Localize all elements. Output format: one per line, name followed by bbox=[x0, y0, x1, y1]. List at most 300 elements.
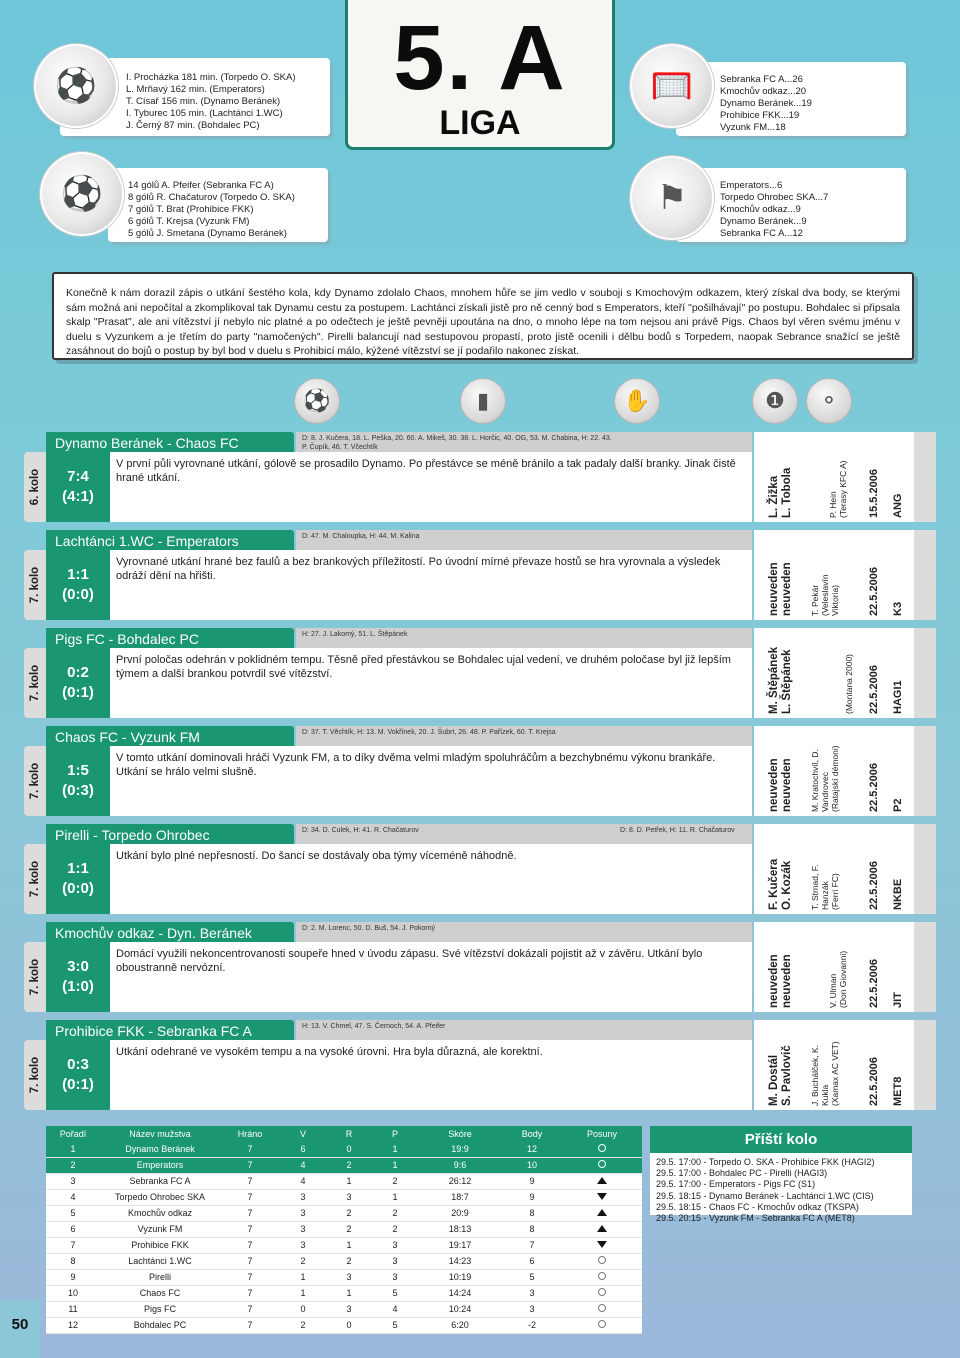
round-label: 7. kolo bbox=[29, 664, 41, 702]
table-cell: 4 bbox=[46, 1189, 100, 1205]
table-cell: 10 bbox=[46, 1285, 100, 1301]
match-details bbox=[754, 726, 914, 816]
table-cell: 7 bbox=[220, 1301, 280, 1317]
fouls-line: Dynamo Beránek...19 bbox=[720, 98, 812, 109]
venue-line: (Don Giovanni) bbox=[838, 950, 848, 1008]
table-row bbox=[46, 1221, 642, 1237]
next-round-list bbox=[650, 1153, 912, 1224]
final-score: 1:1 bbox=[67, 860, 89, 877]
match-report: V první půli vyrovnané utkání, gólově se prosadilo Dynamo. Po přestávce se méně bránilo a tak padaly další branky. Jinak čistě hrané utkání. bbox=[110, 452, 752, 522]
table-cell: Dynamo Beránek bbox=[100, 1141, 220, 1157]
stadium-text: P2 bbox=[892, 798, 904, 812]
date-text: 15.5.2006 bbox=[868, 469, 880, 518]
next-round-item: 29.5. 17:00 - Torpedo O. SKA - Prohibice FKK (HAGI2) bbox=[656, 1157, 875, 1167]
table-row bbox=[46, 1269, 642, 1285]
referee-name: L. Žižka bbox=[768, 475, 780, 518]
venue-line: M. Kratochvíl, D. bbox=[810, 749, 820, 812]
referee-name: neuveden bbox=[768, 954, 780, 1008]
next-round-item: 29.5. 18:15 - Dynamo Beránek - Lachtánci 1.WC (CIS) bbox=[656, 1190, 874, 1201]
next-round-item: 29.5. 17:00 - Bohdalec PC - Pirelli (HAGI3) bbox=[656, 1168, 828, 1179]
halftime-score: (1:0) bbox=[62, 978, 94, 995]
venue-line: P. Hein bbox=[828, 491, 838, 518]
table-cell: 7 bbox=[220, 1237, 280, 1253]
table-cell: 2 bbox=[326, 1253, 372, 1269]
table-header-row bbox=[46, 1126, 642, 1141]
match-block bbox=[24, 824, 936, 916]
venue-line: Viktoria) bbox=[830, 584, 840, 616]
scorer-line: 6 gólů T. Krejsa (Vyzunk FM) bbox=[128, 216, 250, 227]
side-strip bbox=[914, 530, 936, 620]
fouls-line: Sebranka FC A...26 bbox=[720, 74, 803, 85]
table-cell: 9:6 bbox=[418, 1157, 502, 1173]
arrow-down-icon bbox=[597, 1241, 607, 1248]
round-label-tab bbox=[24, 452, 46, 522]
scorers-card bbox=[108, 168, 328, 242]
match-title: Pirelli - Torpedo Ohrobec bbox=[46, 824, 294, 846]
table-cell: 7 bbox=[46, 1237, 100, 1253]
referee-name: F. Kučera bbox=[768, 858, 780, 910]
table-cell: 9 bbox=[502, 1189, 562, 1205]
goals-bar bbox=[296, 726, 752, 748]
referees bbox=[768, 562, 794, 616]
goal-scorers: D: 8. J. Kučera, 18. L. Peška, 20. 60. A. Mikeš, 30. 38. L. Horčic, 40. OG, 53. M. Chabina, H: 22. 43. P. Čupík, 46. T. Včechtík bbox=[302, 435, 612, 451]
minutes-line: I. Procházka 181 min. (Torpedo O. SKA) bbox=[126, 72, 296, 83]
movement-cell bbox=[562, 1317, 642, 1333]
stadium-code bbox=[892, 680, 904, 714]
match-date bbox=[868, 567, 880, 616]
round-label-tab bbox=[24, 1040, 46, 1110]
table-cell: 2 bbox=[326, 1157, 372, 1173]
table-cell: 7 bbox=[220, 1269, 280, 1285]
score-box bbox=[46, 648, 110, 718]
stadium-text: MET8 bbox=[892, 1076, 904, 1106]
goal-scorers: H: 27. J. Lakomý, 51. L. Štěpánek bbox=[302, 631, 408, 638]
table-cell: 12 bbox=[46, 1317, 100, 1333]
table-cell: 1 bbox=[372, 1189, 418, 1205]
standings-table bbox=[46, 1126, 642, 1334]
match-details bbox=[754, 530, 914, 620]
table-cell: 4 bbox=[280, 1157, 326, 1173]
table-cell: 2 bbox=[326, 1205, 372, 1221]
goal-scorers: D: 47. M. Chaloupka, H: 44. M. Kalina bbox=[302, 533, 420, 540]
next-round-box bbox=[650, 1126, 912, 1224]
movement-cell bbox=[562, 1173, 642, 1189]
side-strip bbox=[914, 922, 936, 1012]
referee-name: O. Kozák bbox=[781, 860, 793, 910]
movement-cell bbox=[562, 1205, 642, 1221]
stadium-code bbox=[892, 799, 904, 812]
venue-line: Kukla bbox=[820, 1084, 830, 1106]
table-cell: 4 bbox=[280, 1173, 326, 1189]
referees bbox=[768, 954, 794, 1008]
match-block bbox=[24, 922, 936, 1014]
match-title: Kmochův odkaz - Dyn. Beránek bbox=[46, 922, 294, 944]
referee-name: S. Pavlovič bbox=[781, 1045, 793, 1106]
referee-name: M. Štěpánek bbox=[768, 646, 780, 714]
round-label-tab bbox=[24, 550, 46, 620]
match-report: V tomto utkání dominovali hráči Vyzunk FM, a to díky dvěma velmi mladým spoluhráčům a bezchybnému výkonu brankáře. Utkání se hrálo velmi slušně. bbox=[110, 746, 752, 816]
circle-icon bbox=[598, 1272, 606, 1280]
card-icon: ▮ bbox=[460, 378, 506, 424]
table-cell: 7 bbox=[220, 1317, 280, 1333]
table-cell: Pigs FC bbox=[100, 1301, 220, 1317]
match-title: Chaos FC - Vyzunk FM bbox=[46, 726, 294, 748]
ball-icon: ⚽ bbox=[294, 378, 340, 424]
table-row bbox=[46, 1317, 642, 1333]
table-cell: 3 bbox=[280, 1221, 326, 1237]
arrow-up-icon bbox=[597, 1209, 607, 1216]
table-cell: Sebranka FC A bbox=[100, 1173, 220, 1189]
fouls-line: Prohibice FKK...19 bbox=[720, 110, 800, 121]
halftime-score: (0:1) bbox=[62, 684, 94, 701]
movement-cell bbox=[562, 1141, 642, 1157]
table-cell: 7 bbox=[220, 1253, 280, 1269]
table-cell: 1 bbox=[372, 1157, 418, 1173]
halftime-score: (0:0) bbox=[62, 586, 94, 603]
table-row bbox=[46, 1189, 642, 1205]
referee-name: neuveden bbox=[781, 954, 793, 1008]
table-cell: 3 bbox=[326, 1301, 372, 1317]
match-block bbox=[24, 628, 936, 720]
round-label: 7. kolo bbox=[29, 958, 41, 996]
table-cell: 3 bbox=[46, 1173, 100, 1189]
round-label: 7. kolo bbox=[29, 762, 41, 800]
goal-scorers-extra: D: 8. D. Petřek, H: 11. R. Chačaturov bbox=[620, 827, 735, 834]
match-title: Dynamo Beránek - Chaos FC bbox=[46, 432, 294, 454]
table-cell: 6:20 bbox=[418, 1317, 502, 1333]
halftime-score: (0:3) bbox=[62, 782, 94, 799]
table-cell: 5 bbox=[372, 1317, 418, 1333]
cards-line: Emperators...6 bbox=[720, 180, 783, 191]
final-score: 0:3 bbox=[67, 1056, 89, 1073]
scorer-photo-icon: ⚽ bbox=[40, 152, 124, 236]
fouls-line: Vyzunk FM...18 bbox=[720, 122, 786, 133]
goals-bar bbox=[296, 824, 752, 846]
table-cell: 5 bbox=[502, 1269, 562, 1285]
date-text: 22.5.2006 bbox=[868, 959, 880, 1008]
league-title-box bbox=[345, 0, 615, 150]
movement-cell bbox=[562, 1285, 642, 1301]
venue-line: (Ratajskí démoni) bbox=[830, 745, 840, 812]
table-cell: 18:13 bbox=[418, 1221, 502, 1237]
referee-name: neuveden bbox=[781, 758, 793, 812]
table-cell: 7 bbox=[220, 1157, 280, 1173]
table-cell: 4 bbox=[372, 1301, 418, 1317]
table-cell: 18:7 bbox=[418, 1189, 502, 1205]
page-number: 50 bbox=[0, 1300, 40, 1358]
score-box bbox=[46, 1040, 110, 1110]
venue-line: Hanzák bbox=[820, 881, 830, 910]
score-box bbox=[46, 746, 110, 816]
halftime-score: (4:1) bbox=[62, 488, 94, 505]
scorer-line: 14 gólů A. Pfeifer (Sebranka FC A) bbox=[128, 180, 274, 191]
stadium-code bbox=[892, 602, 904, 616]
table-cell: 1 bbox=[326, 1173, 372, 1189]
movement-cell bbox=[562, 1157, 642, 1173]
stadium-text: JIT bbox=[892, 992, 904, 1008]
minutes-line: J. Černý 87 min. (Bohdalec PC) bbox=[126, 120, 260, 131]
referees bbox=[768, 758, 794, 812]
table-cell: Lachtánci 1.WC bbox=[100, 1253, 220, 1269]
table-cell: Pirelli bbox=[100, 1269, 220, 1285]
table-cell: 9 bbox=[46, 1269, 100, 1285]
table-cell: 8 bbox=[502, 1221, 562, 1237]
table-cell: 1 bbox=[280, 1269, 326, 1285]
whistle-icon: ⚬ bbox=[806, 378, 852, 424]
table-cell: 2 bbox=[326, 1221, 372, 1237]
table-cell: 6 bbox=[46, 1221, 100, 1237]
number-one-icon: ❶ bbox=[752, 378, 798, 424]
stadium-text: NKBE bbox=[892, 878, 904, 910]
match-report: První poločas odehrán v poklidném tempu. Těsně před přestávkou se Bohdalec ujal vedení, ve druhém poločase byl již lepším týmem a další brankou potvrdil své vítězství. bbox=[110, 648, 752, 718]
venue bbox=[810, 574, 840, 616]
table-cell: 0 bbox=[326, 1317, 372, 1333]
match-date bbox=[868, 861, 880, 910]
arrow-up-icon bbox=[597, 1177, 607, 1184]
cards-line: Dynamo Beránek...9 bbox=[720, 216, 807, 227]
stadium-code bbox=[892, 494, 904, 518]
stadium-text: ANG bbox=[892, 493, 904, 518]
goals-bar bbox=[296, 628, 752, 650]
table-cell: 7 bbox=[220, 1173, 280, 1189]
referees bbox=[768, 647, 794, 714]
venue bbox=[810, 1041, 840, 1106]
col-header: Pořadí bbox=[46, 1126, 100, 1141]
score-box bbox=[46, 550, 110, 620]
match-block bbox=[24, 530, 936, 622]
table-row bbox=[46, 1301, 642, 1317]
table-cell: 8 bbox=[502, 1205, 562, 1221]
match-block bbox=[24, 432, 936, 524]
table-cell: Bohdalec PC bbox=[100, 1317, 220, 1333]
table-cell: Chaos FC bbox=[100, 1285, 220, 1301]
table-cell: 20:9 bbox=[418, 1205, 502, 1221]
date-text: 22.5.2006 bbox=[868, 665, 880, 714]
table-cell: 3 bbox=[372, 1269, 418, 1285]
match-details bbox=[754, 922, 914, 1012]
venue bbox=[810, 865, 840, 910]
goal-scorers: H: 13. V. Chmel, 47. S. Černoch, 54. A. Pfeifer bbox=[302, 1023, 446, 1030]
venue-line: (Terasy KFC A) bbox=[838, 460, 848, 518]
table-cell: Kmochův odkaz bbox=[100, 1205, 220, 1221]
stadium-code bbox=[892, 1077, 904, 1106]
league-subtitle: LIGA bbox=[439, 104, 521, 142]
stadium-text: K3 bbox=[892, 601, 904, 616]
final-score: 1:5 bbox=[67, 762, 89, 779]
round-summary-text: Konečně k nám dorazil zápis o utkání šestého kola, kdy Dynamo zdolalo Chaos, mnohem hůře se jim vedlo v souboji s Kmochovým odkazem, který získal dva body, se kterými sám možná ani nepočítal a zkomplikoval tak Dynamu cestu za postupem. Lachtánci získali jistě pro ně cenný bod s Emperators, kteří "pošilhávají" po postupu. Bohdalec si připsala skalp "Prasat", ale ani vítězství jí nebylo nic platné a po odečtech je ještě pevněji upoutána na dno, o mnoho lépe na tom nejsou ani právě Pigs. Chaos byl věren svému jménu v duelu s Vyzunkem a je třetím do party "namočených". Pirelli balancují nad sestupovou propastí, proto jistě ocenili i dělbu bodů s Torpedem, naopak Sebrance snažící se ještě zasáhnout do bojů o postup by byl bod v duelu s Prohibicí málo, kýžené vítězství se jí podařilo nakonec získat. bbox=[52, 272, 914, 360]
stadium-code bbox=[892, 879, 904, 910]
referees bbox=[768, 1045, 794, 1106]
table-cell: 3 bbox=[372, 1237, 418, 1253]
table-cell: 8 bbox=[46, 1253, 100, 1269]
table-cell: 7 bbox=[220, 1205, 280, 1221]
table-row bbox=[46, 1205, 642, 1221]
stadium-code bbox=[892, 992, 904, 1008]
table-row bbox=[46, 1237, 642, 1253]
col-header: Název mužstva bbox=[100, 1126, 220, 1141]
minutes-line: L. Mrňavý 162 min. (Emperators) bbox=[126, 84, 265, 95]
table-cell: 14:24 bbox=[418, 1285, 502, 1301]
table-cell: 3 bbox=[280, 1237, 326, 1253]
side-strip bbox=[914, 1020, 936, 1110]
next-round-item: 29.5. 17:00 - Emperators - Pigs FC (S1) bbox=[656, 1179, 816, 1190]
referee-name: L. Tobola bbox=[781, 467, 793, 518]
final-score: 0:2 bbox=[67, 664, 89, 681]
next-round-title: Příští kolo bbox=[650, 1126, 912, 1153]
match-title: Prohibice FKK - Sebranka FC A bbox=[46, 1020, 294, 1042]
table-cell: 5 bbox=[372, 1285, 418, 1301]
venue-line: (Veleslavín bbox=[820, 574, 830, 616]
table-cell: Vyzunk FM bbox=[100, 1221, 220, 1237]
match-details bbox=[754, 824, 914, 914]
movement-cell bbox=[562, 1189, 642, 1205]
round-label-tab bbox=[24, 648, 46, 718]
match-report: Utkání bylo plné nepřesností. Do šancí se dostávaly oba týmy víceméně náhodně. bbox=[110, 844, 752, 914]
table-cell: 14:23 bbox=[418, 1253, 502, 1269]
halftime-score: (0:0) bbox=[62, 880, 94, 897]
table-cell: 10:19 bbox=[418, 1269, 502, 1285]
venue bbox=[828, 460, 848, 518]
table-cell: 12 bbox=[502, 1141, 562, 1157]
table-cell: -2 bbox=[502, 1317, 562, 1333]
venue-line: (Xamax AC VET) bbox=[830, 1041, 840, 1106]
col-header: V bbox=[280, 1126, 326, 1141]
match-block bbox=[24, 1020, 936, 1112]
table-cell: 2 bbox=[372, 1221, 418, 1237]
table-cell: 7 bbox=[502, 1237, 562, 1253]
referee-name: L. Štěpánek bbox=[781, 649, 793, 714]
match-date bbox=[868, 1057, 880, 1106]
goals-bar bbox=[296, 530, 752, 552]
venue-line: (Montana 2000) bbox=[844, 653, 854, 714]
match-block bbox=[24, 726, 936, 818]
table-cell: Torpedo Ohrobec SKA bbox=[100, 1189, 220, 1205]
circle-icon bbox=[598, 1160, 606, 1168]
crowd-photo-icon: ⚑ bbox=[630, 156, 714, 240]
venue-line: V. Ulman bbox=[828, 973, 838, 1008]
goals-bar bbox=[296, 432, 752, 454]
table-cell: 2 bbox=[280, 1317, 326, 1333]
table-cell: Emperators bbox=[100, 1157, 220, 1173]
scorer-line: 7 gólů T. Brat (Prohibice FKK) bbox=[128, 204, 254, 215]
table-row bbox=[46, 1285, 642, 1301]
col-header: Hráno bbox=[220, 1126, 280, 1141]
table-cell: 7 bbox=[220, 1141, 280, 1157]
league-title: 5. A bbox=[393, 7, 567, 109]
venue bbox=[810, 745, 840, 812]
movement-cell bbox=[562, 1301, 642, 1317]
col-header: Body bbox=[502, 1126, 562, 1141]
round-label: 7. kolo bbox=[29, 566, 41, 604]
table-cell: 3 bbox=[326, 1189, 372, 1205]
table-cell: 10:24 bbox=[418, 1301, 502, 1317]
date-text: 22.5.2006 bbox=[868, 1057, 880, 1106]
match-date bbox=[868, 959, 880, 1008]
fouls-line: Kmochův odkaz...20 bbox=[720, 86, 807, 97]
side-strip bbox=[914, 628, 936, 718]
goalkeeper-photo-icon: ⚽ bbox=[34, 44, 118, 128]
glove-icon: ✋ bbox=[614, 378, 660, 424]
venue-line: Vandrovec bbox=[820, 771, 830, 812]
referee-name: M. Dostál bbox=[768, 1054, 780, 1106]
match-details bbox=[754, 432, 914, 522]
circle-icon bbox=[598, 1256, 606, 1264]
side-strip bbox=[914, 432, 936, 522]
circle-icon bbox=[598, 1320, 606, 1328]
goal-scorers: D: 37. T. Věchtík, H: 13. M. Vokřínek, 20. J. Šubrt, 26. 48. P. Pařízek, 60. T. Krejsa bbox=[302, 729, 556, 736]
arrow-down-icon bbox=[597, 1193, 607, 1200]
match-date bbox=[868, 763, 880, 812]
round-label-tab bbox=[24, 746, 46, 816]
movement-cell bbox=[562, 1253, 642, 1269]
table-cell: 2 bbox=[372, 1205, 418, 1221]
table-cell: 7 bbox=[220, 1285, 280, 1301]
date-text: 22.5.2006 bbox=[868, 763, 880, 812]
table-cell: 0 bbox=[280, 1301, 326, 1317]
venue-line: T. Strnad, F. bbox=[810, 864, 820, 910]
score-box bbox=[46, 844, 110, 914]
col-header: R bbox=[326, 1126, 372, 1141]
table-cell: 3 bbox=[372, 1253, 418, 1269]
goal-scorers: D: 2. M. Lorenc, 50. D. Buš, 54. J. Pokorný bbox=[302, 925, 436, 932]
round-label: 7. kolo bbox=[29, 860, 41, 898]
match-date bbox=[868, 665, 880, 714]
table-cell: 11 bbox=[46, 1301, 100, 1317]
table-cell: 1 bbox=[46, 1141, 100, 1157]
referee-name: neuveden bbox=[768, 562, 780, 616]
goals-bar bbox=[296, 922, 752, 944]
referee-name: neuveden bbox=[768, 758, 780, 812]
table-cell: 7 bbox=[220, 1189, 280, 1205]
col-header: Posuny bbox=[562, 1126, 642, 1141]
table-row bbox=[46, 1173, 642, 1189]
table-cell: 0 bbox=[326, 1141, 372, 1157]
match-report: Vyrovnané utkání hrané bez faulů a bez brankových příležitostí. Po úvodní mírné převaze hostů se hra vyrovnala a výsledek odráží dění na hřišti. bbox=[110, 550, 752, 620]
table-row bbox=[46, 1141, 642, 1157]
side-strip bbox=[914, 726, 936, 816]
match-details bbox=[754, 1020, 914, 1110]
venue-line: (Ferri FC) bbox=[830, 873, 840, 910]
date-text: 22.5.2006 bbox=[868, 567, 880, 616]
match-title: Lachtánci 1.WC - Emperators bbox=[46, 530, 294, 552]
table-row bbox=[46, 1253, 642, 1269]
halftime-score: (0:1) bbox=[62, 1076, 94, 1093]
table-row bbox=[46, 1157, 642, 1173]
final-score: 1:1 bbox=[67, 566, 89, 583]
venue-line: T. Pekár bbox=[810, 584, 820, 616]
match-date bbox=[868, 469, 880, 518]
table-cell: 5 bbox=[46, 1205, 100, 1221]
movement-cell bbox=[562, 1269, 642, 1285]
date-text: 22.5.2006 bbox=[868, 861, 880, 910]
goals-bar bbox=[296, 1020, 752, 1042]
table-cell: Prohibice FKK bbox=[100, 1237, 220, 1253]
venue bbox=[844, 654, 854, 714]
movement-cell bbox=[562, 1237, 642, 1253]
table-cell: 2 bbox=[280, 1253, 326, 1269]
stadium-text: HAGI1 bbox=[892, 680, 904, 714]
table-cell: 2 bbox=[46, 1157, 100, 1173]
referee-name: neuveden bbox=[781, 562, 793, 616]
table-cell: 26:12 bbox=[418, 1173, 502, 1189]
venue bbox=[828, 951, 848, 1008]
movement-cell bbox=[562, 1221, 642, 1237]
table-cell: 9 bbox=[502, 1173, 562, 1189]
referees bbox=[768, 468, 794, 518]
table-cell: 3 bbox=[280, 1189, 326, 1205]
minutes-line: I. Tyburec 105 min. (Lachtánci 1.WC) bbox=[126, 108, 283, 119]
final-score: 3:0 bbox=[67, 958, 89, 975]
